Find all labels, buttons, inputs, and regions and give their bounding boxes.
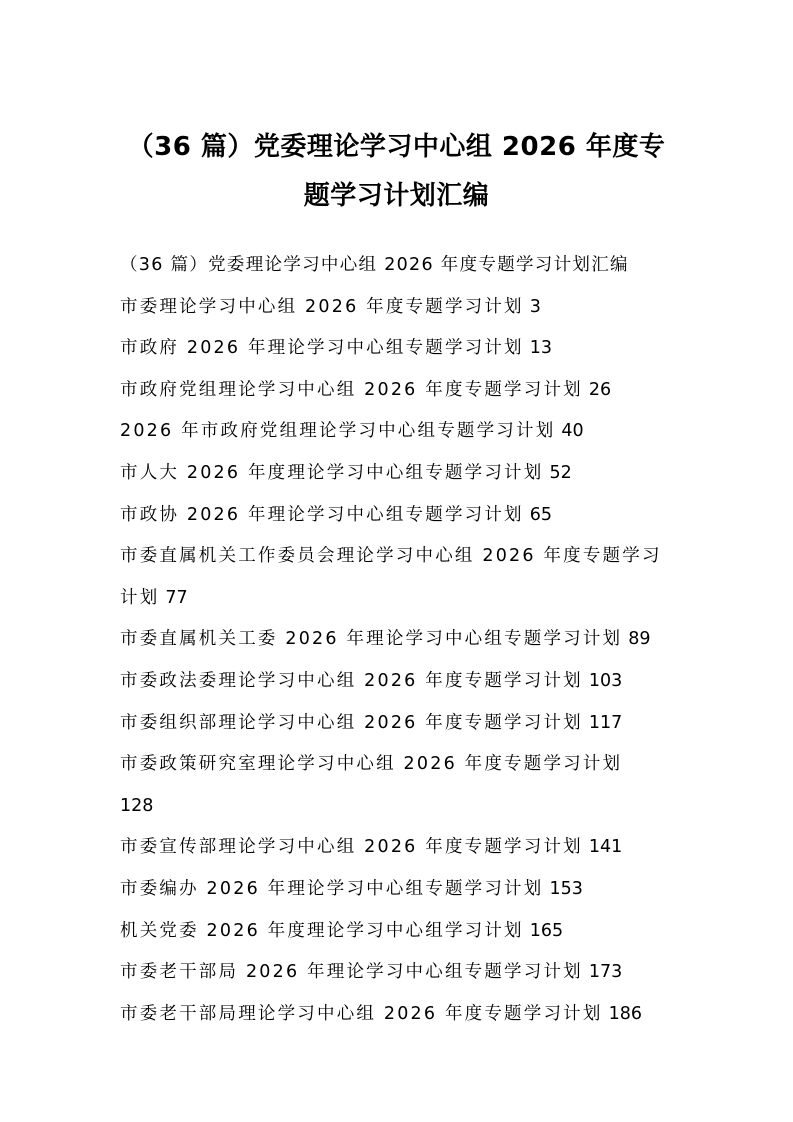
toc-item-text: 机关党委 2026 年度理论学习中心组学习计划 [120, 920, 524, 941]
toc-item-page: 40 [561, 421, 584, 442]
toc-item-page: 89 [628, 629, 651, 650]
toc-item-text: 市委组织部理论学习中心组 2026 年度专题学习计划 [120, 712, 583, 733]
toc-item-text: 市委理论学习中心组 2026 年度专题学习计划 [120, 296, 524, 317]
toc-item-text: 市委政法委理论学习中心组 2026 年度专题学习计划 [120, 670, 583, 691]
toc-item-text: 市政府 2026 年理论学习中心组专题学习计划 [120, 338, 524, 359]
toc-item[interactable] [120, 994, 680, 1036]
toc-item-text: 市委老干部局理论学习中心组 2026 年度专题学习计划 [120, 1003, 603, 1024]
toc-item-page: 26 [588, 379, 612, 400]
toc-item[interactable] [120, 911, 680, 953]
toc-item-page: 128 [120, 795, 154, 816]
toc-item-page: 52 [549, 462, 572, 483]
toc-item-text: 市委宣传部理论学习中心组 2026 年度专题学习计划 [120, 837, 583, 858]
toc-item-text: 市人大 2026 年度理论学习中心组专题学习计划 [120, 462, 544, 483]
toc-item[interactable] [120, 411, 680, 453]
table-of-contents [120, 245, 680, 1035]
title-line-1: （36 篇）党委理论学习中心组 2026 年度专 [127, 132, 666, 162]
toc-item[interactable] [120, 328, 680, 370]
toc-item[interactable] [120, 703, 680, 745]
toc-item[interactable] [120, 661, 680, 703]
toc-item-text: 2026 年市政府党组理论学习中心组专题学习计划 [120, 421, 556, 442]
toc-item-page: 3 [529, 296, 541, 317]
toc-item[interactable] [120, 952, 680, 994]
toc-item[interactable] [120, 495, 680, 537]
toc-item[interactable] [120, 827, 680, 869]
toc-item-page: 65 [529, 504, 553, 525]
document-title [110, 123, 683, 221]
toc-item-page: 186 [608, 1003, 642, 1024]
toc-item[interactable] [120, 453, 680, 495]
toc-item-page: 117 [588, 712, 623, 733]
toc-item-text: 市委老干部局 2026 年理论学习中心组专题学习计划 [120, 962, 583, 983]
toc-item-page: 153 [549, 878, 583, 899]
toc-item-page: 173 [588, 962, 623, 983]
toc-item-text: 市政府党组理论学习中心组 2026 年度专题学习计划 [120, 379, 583, 400]
toc-item-page: 77 [165, 587, 188, 608]
toc-item-text: 市委直属机关工作委员会理论学习中心组 2026 年度专题学习计划 [120, 546, 662, 608]
toc-item[interactable] [120, 370, 680, 412]
toc-item[interactable] [120, 619, 680, 661]
toc-item-page: 141 [588, 837, 623, 858]
toc-item-page: 165 [529, 920, 564, 941]
toc-item[interactable] [120, 869, 680, 911]
title-line-2: 题学习计划汇编 [303, 181, 490, 211]
toc-item[interactable] [120, 287, 680, 329]
toc-item-text: 市委直属机关工委 2026 年理论学习中心组专题学习计划 [120, 629, 623, 650]
toc-item-text: 市委政策研究室理论学习中心组 2026 年度专题学习计划 [120, 754, 623, 775]
toc-item-text: （36 篇）党委理论学习中心组 2026 年度专题学习计划汇编 [120, 255, 629, 275]
toc-item[interactable] [120, 744, 680, 827]
toc-item-page: 13 [529, 338, 553, 359]
toc-item-text: 市政协 2026 年理论学习中心组专题学习计划 [120, 504, 524, 525]
toc-item-page: 103 [588, 670, 623, 691]
toc-item-text: 市委编办 2026 年理论学习中心组专题学习计划 [120, 878, 544, 899]
toc-item[interactable] [120, 536, 680, 619]
toc-item [120, 245, 680, 287]
